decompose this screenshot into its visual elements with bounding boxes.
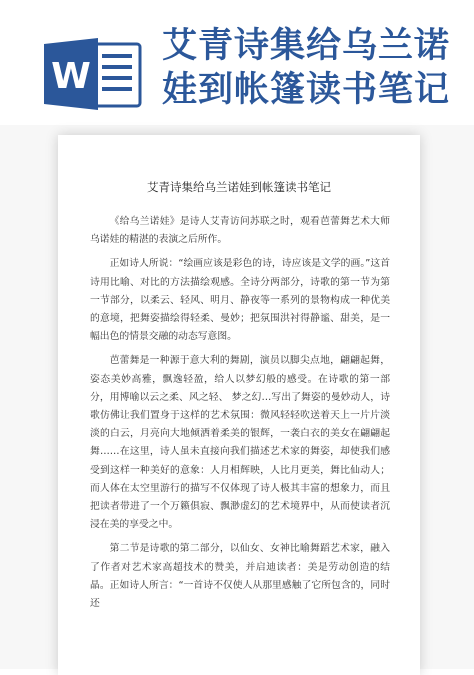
headline-line-1: 艾青诗集给乌兰诺 xyxy=(162,26,451,66)
logo-letter: W xyxy=(51,56,91,97)
paragraph: 《给乌兰诺娃》是诗人艾青访问苏联之时，观看芭蕾舞艺术大师乌诺娃的精湛的表演之后所作。 xyxy=(90,216,390,246)
word-logo-icon xyxy=(44,38,142,110)
paragraph: 正如诗人所说：“绘画应该是彩色的诗，诗应该是文学的画。”这首诗用比喻、对比的方法描绘观感。全诗分两部分，诗歌的第一节为第一节部分，以柔云、轻风、明月、静夜等一系列的景物构成一种优美的意境，把舞姿描绘得轻柔、曼妙；把氛围洪衬得静谧、甜美，是一幅出色的情景交融的动态写意图。 xyxy=(90,258,390,343)
document-title: 艾青诗集给乌兰诺娃到帐篷读书笔记 xyxy=(147,180,331,194)
headline-line-2: 娃到帐篷读书笔记 xyxy=(162,70,451,110)
paragraph: 芭蕾舞是一种源于意大利的舞剧，演员以脚尖点地，翩翩起舞，姿态美妙高雅，飘逸轻盈，给人以梦幻般的感受。在诗歌的第一部分，用博喻以云之柔、风之轻、 梦之幻…写出了舞姿的曼妙动人，诗歌仿佛让我们置身于这样的艺术氛围：微风轻轻吹送着天上一片片淡淡的白云，月亮向大地倾洒着柔美的银辉，一袭白衣的美女在翩翩起舞……在这里，诗人虽未直接向我们描述艺术家的舞姿，却使我们感受到这样一种美好的意象：人月相辉映，人比月更美，舞比仙动人；而人体在太空里游行的描写不仅体现了诗人极其丰富的想象力，而且把读者带进了一个万籁俱寂、飘渺虚幻的艺术境界中，从而使读者沉浸在美的享受之中。 xyxy=(90,355,390,531)
document-body xyxy=(90,213,390,619)
headline xyxy=(162,24,462,112)
paragraph: 第二节是诗歌的第二部分，以仙女、女神比喻舞蹈艺术家，融入了作者对艺术家高超技术的赞美，并启迪读者：美是劳动创造的结晶。正如诗人所言：“一首诗不仅使人从那里感触了它所包含的，同时还 xyxy=(90,543,390,610)
document-preview-area xyxy=(0,125,474,669)
document-page xyxy=(58,135,420,675)
banner xyxy=(0,0,474,125)
